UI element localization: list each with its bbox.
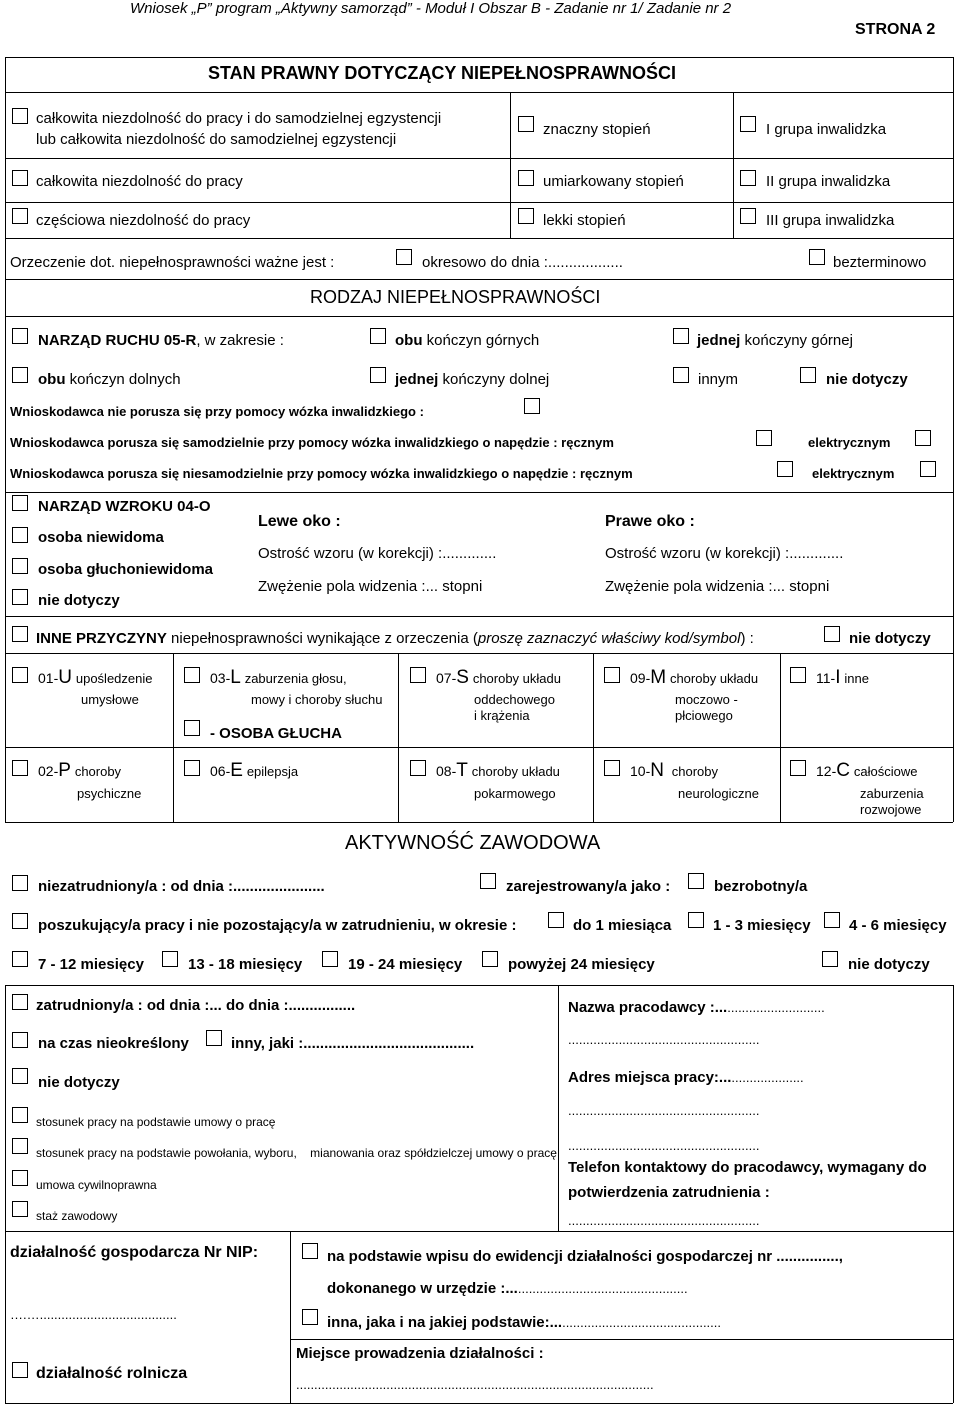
label-motor-organ: NARZĄD RUCHU 05-R, w zakresie :	[38, 332, 284, 349]
checkbox-one-upper[interactable]	[673, 328, 689, 344]
checkbox-other-basis[interactable]	[302, 1309, 318, 1325]
label-other-basis: inna, jaka i na jakiej podstawie:...............................................	[327, 1314, 721, 1331]
checkbox-code-01[interactable]	[12, 667, 28, 683]
employer-phone-line: .....................................................	[568, 1213, 760, 1228]
checkbox-code-06[interactable]	[184, 760, 200, 776]
label-indefinite-period: na czas nieokreślony	[38, 1035, 189, 1052]
checkbox-other-causes-na[interactable]	[824, 626, 840, 642]
checkbox-code-07[interactable]	[410, 667, 426, 683]
label-light-degree: lekki stopień	[543, 212, 626, 229]
checkbox-period-3[interactable]	[824, 912, 840, 928]
checkbox-wheelchair-self-electric[interactable]	[915, 430, 931, 446]
label-work-address: Adres miejsca pracy:.......................	[568, 1069, 804, 1086]
checkbox-period-4[interactable]	[12, 951, 28, 967]
label-period-5: 13 - 18 miesięcy	[188, 956, 303, 973]
label-group-3: III grupa inwalidzka	[766, 212, 895, 229]
label-business-registry: na podstawie wpisu do ewidencji działalności gospodarczej nr ...............,	[327, 1248, 843, 1265]
code-12: 12-C całościowe	[816, 760, 918, 781]
code-07-desc-1: oddechowego	[474, 692, 555, 707]
page-number: STRONA 2	[855, 21, 936, 38]
checkbox-appointment-contract[interactable]	[12, 1138, 28, 1154]
label-farming: działalność rolnicza	[36, 1365, 188, 1382]
disability-type-title: RODZAJ NIEPEŁNOSPRAWNOŚCI	[310, 287, 601, 307]
label-wheelchair-self-electric: elektrycznym	[808, 435, 891, 450]
code-06: 06-E epilepsja	[210, 760, 299, 781]
checkbox-vision-na[interactable]	[12, 589, 28, 605]
label-civil-contract: umowa cywilnoprawna	[36, 1178, 157, 1192]
label-vision-na: nie dotyczy	[38, 592, 120, 609]
checkbox-indefinite[interactable]	[809, 249, 825, 265]
work-address-line-2: .....................................................	[568, 1138, 760, 1153]
checkbox-one-lower[interactable]	[370, 367, 386, 383]
checkbox-motor-organ[interactable]	[12, 328, 28, 344]
label-vision-organ: NARZĄD WZROKU 04-O	[38, 498, 211, 515]
code-01: 01-U upośledzenie	[38, 667, 153, 688]
legal-status-title: STAN PRAWNY DOTYCZĄCY NIEPEŁNOSPRAWNOŚCI	[208, 63, 677, 83]
checkbox-seeking[interactable]	[12, 913, 28, 929]
label-indefinite: bezterminowo	[833, 254, 927, 271]
label-employment-contract: stosunek pracy na podstawie umowy o pracę	[36, 1115, 276, 1129]
label-group-1: I grupa inwalidzka	[766, 121, 887, 138]
label-validity: Orzeczenie dot. niepełnosprawności ważne jest :	[10, 254, 335, 271]
right-eye-acuity: Ostrość wzoru (w korekcji) :.............	[605, 545, 844, 562]
checkbox-light-degree[interactable]	[518, 208, 534, 224]
right-eye-title: Prawe oko :	[605, 513, 695, 530]
label-period-4: 7 - 12 miesięcy	[38, 956, 144, 973]
checkbox-code-10[interactable]	[604, 760, 620, 776]
label-employer-phone-1: Telefon kontaktowy do pracodawcy, wymagany do	[568, 1159, 927, 1176]
label-wheelchair-none: Wnioskodawca nie porusza się przy pomocy wózka inwalidzkiego :	[10, 404, 424, 419]
code-01-desc: umysłowe	[81, 692, 139, 707]
work-address-line-1: .....................................................	[568, 1103, 760, 1118]
label-employment-na: nie dotyczy	[38, 1074, 120, 1091]
code-07-desc-2: i krążenia	[474, 708, 530, 723]
checkbox-motor-na[interactable]	[800, 367, 816, 383]
label-deaf-person: - OSOBA GŁUCHA	[210, 725, 342, 742]
label-employed: zatrudniony/a : od dnia :... do dnia :................	[36, 997, 356, 1014]
checkbox-moderate-degree[interactable]	[518, 170, 534, 186]
label-one-upper: jednej kończyny górnej	[697, 332, 853, 349]
label-partial-incapacity: częściowa niezdolność do pracy	[36, 212, 251, 229]
code-09-desc-2: płciowego	[675, 708, 733, 723]
label-deafblind: osoba głuchoniewidoma	[38, 561, 214, 578]
checkbox-internship[interactable]	[12, 1201, 28, 1217]
label-period-na: nie dotyczy	[848, 956, 930, 973]
label-unemployed: niezatrudniony/a : od dnia :......................	[38, 878, 325, 895]
label-internship: staż zawodowy	[36, 1209, 118, 1223]
code-12-desc-1: zaburzenia	[860, 786, 924, 801]
label-one-lower: jednej kończyny dolnej	[395, 371, 550, 388]
employer-name-line: .....................................................	[568, 1032, 760, 1047]
label-jobless: bezrobotny/a	[714, 878, 808, 895]
label-employer-phone-2: potwierdzenia zatrudnienia :	[568, 1184, 770, 1201]
label-total-incapacity-existence-2: lub całkowita niezdolność do samodzielnej egzystencji	[36, 131, 397, 148]
label-period-2: 1 - 3 miesięcy	[713, 917, 811, 934]
checkbox-code-12[interactable]	[790, 760, 806, 776]
checkbox-blind[interactable]	[12, 527, 28, 543]
label-business-place: Miejsce prowadzenia działalności :	[296, 1345, 544, 1362]
label-motor-na: nie dotyczy	[826, 371, 908, 388]
checkbox-other-period[interactable]	[206, 1030, 222, 1046]
label-registry-office: dokonanego w urzędzie :..................................................	[327, 1280, 688, 1297]
label-wheelchair-assisted: Wnioskodawca porusza się niesamodzielnie przy pomocy wózka inwalidzkiego o napędzie : ręcznym	[10, 466, 633, 481]
checkbox-civil-contract[interactable]	[12, 1170, 28, 1186]
label-other-causes: INNE PRZYCZYNY niepełnosprawności wynikające z orzeczenia (proszę zaznaczyć właściwy kod/symbol) :	[36, 630, 754, 647]
checkbox-code-08[interactable]	[410, 760, 426, 776]
code-10-desc: neurologiczne	[678, 786, 759, 801]
code-02-desc: psychiczne	[77, 786, 142, 801]
checkbox-period-5[interactable]	[162, 951, 178, 967]
checkbox-both-upper[interactable]	[370, 328, 386, 344]
code-09-desc-1: moczowo -	[675, 692, 738, 707]
document-header: Wniosek „P” program „Aktywny samorząd” - Moduł I Obszar B - Zadanie nr 1/ Zadanie nr 2	[130, 0, 732, 17]
code-10: 10-N choroby	[630, 760, 718, 781]
left-eye-field: Zwężenie pola widzenia :... stopni	[258, 578, 483, 595]
left-eye-title: Lewe oko :	[258, 513, 341, 530]
checkbox-jobless[interactable]	[688, 873, 704, 889]
business-nip-line: ….…......................................	[10, 1307, 177, 1322]
checkbox-wheelchair-self-manual[interactable]	[756, 430, 772, 446]
label-both-upper: obu kończyn górnych	[395, 332, 540, 349]
label-both-lower: obu kończyn dolnych	[38, 371, 181, 388]
checkbox-farming[interactable]	[12, 1362, 28, 1378]
left-eye-acuity: Ostrość wzoru (w korekcji) :.............	[258, 545, 497, 562]
code-03-desc: mowy i choroby słuchu	[251, 692, 383, 707]
label-period-3: 4 - 6 miesięcy	[849, 917, 947, 934]
label-period-6: 19 - 24 miesięcy	[348, 956, 463, 973]
checkbox-period-6[interactable]	[322, 951, 338, 967]
label-other-period: inny, jaki :.........................................	[231, 1035, 475, 1052]
right-eye-field: Zwężenie pola widzenia :... stopni	[605, 578, 830, 595]
checkbox-significant-degree[interactable]	[518, 116, 534, 132]
code-02: 02-P choroby	[38, 760, 122, 781]
checkbox-other-causes[interactable]	[12, 626, 28, 642]
label-periodic: okresowo do dnia :..................	[422, 254, 623, 271]
code-08-desc: pokarmowego	[474, 786, 556, 801]
code-12-desc-2: rozwojowe	[860, 802, 922, 817]
code-08: 08-T choroby układu	[436, 760, 560, 781]
code-03: 03-L zaburzenia głosu,	[210, 667, 347, 688]
label-employer-name: Nazwa pracodawcy :..............................	[568, 999, 825, 1016]
checkbox-period-7[interactable]	[482, 951, 498, 967]
checkbox-vision-organ[interactable]	[12, 495, 28, 511]
checkbox-wheelchair-none[interactable]	[524, 398, 540, 414]
label-appointment-contract: stosunek pracy na podstawie powołania, wyboru, mianowania oraz spółdzielczej umowy o pracę	[36, 1146, 557, 1160]
checkbox-wheelchair-assisted-manual[interactable]	[777, 461, 793, 477]
checkbox-period-2[interactable]	[688, 912, 704, 928]
checkbox-group-2[interactable]	[740, 170, 756, 186]
label-period-1: do 1 miesiąca	[573, 917, 672, 934]
checkbox-period-na[interactable]	[822, 951, 838, 967]
checkbox-code-02[interactable]	[12, 760, 28, 776]
checkbox-total-incapacity-work[interactable]	[12, 170, 28, 186]
label-total-incapacity-existence-1: całkowita niezdolność do pracy i do samodzielnej egzystencji	[36, 110, 442, 127]
checkbox-deafblind[interactable]	[12, 558, 28, 574]
label-total-incapacity-work: całkowita niezdolność do pracy	[36, 173, 243, 190]
label-wheelchair-self: Wnioskodawca porusza się samodzielnie przy pomocy wózka inwalidzkiego o napędzie : ręcznym	[10, 435, 614, 450]
checkbox-total-incapacity-existence[interactable]	[12, 108, 28, 124]
code-07: 07-S choroby układu	[436, 667, 561, 688]
label-registered: zarejestrowany/a jako :	[506, 878, 671, 895]
label-group-2: II grupa inwalidzka	[766, 173, 891, 190]
checkbox-deaf-person[interactable]	[184, 720, 200, 736]
label-period-7: powyżej 24 miesięcy	[508, 956, 655, 973]
checkbox-business-registry[interactable]	[302, 1243, 318, 1259]
checkbox-partial-incapacity[interactable]	[12, 208, 28, 224]
checkbox-employment-na[interactable]	[12, 1068, 28, 1084]
checkbox-group-1[interactable]	[740, 116, 756, 132]
label-moderate-degree: umiarkowany stopień	[543, 173, 684, 190]
checkbox-indefinite-period[interactable]	[12, 1032, 28, 1048]
checkbox-period-1[interactable]	[548, 912, 564, 928]
label-seeking: poszukujący/a pracy i nie pozostający/a w zatrudnieniu, w okresie :	[38, 917, 517, 934]
checkbox-group-3[interactable]	[740, 208, 756, 224]
checkbox-code-03[interactable]	[184, 667, 200, 683]
label-significant-degree: znaczny stopień	[543, 121, 651, 138]
label-blind: osoba niewidoma	[38, 529, 164, 546]
checkbox-both-lower[interactable]	[12, 367, 28, 383]
code-09: 09-M choroby układu	[630, 667, 759, 688]
checkbox-code-11[interactable]	[790, 667, 806, 683]
checkbox-periodic[interactable]	[396, 249, 412, 265]
checkbox-wheelchair-assisted-electric[interactable]	[920, 461, 936, 477]
business-place-line: ...................................................................................................	[296, 1377, 654, 1392]
checkbox-code-09[interactable]	[604, 667, 620, 683]
checkbox-unemployed[interactable]	[12, 875, 28, 891]
label-other-causes-na: nie dotyczy	[849, 630, 931, 647]
checkbox-employment-contract[interactable]	[12, 1107, 28, 1123]
label-business-nip: działalność gospodarcza Nr NIP:	[10, 1244, 259, 1261]
work-activity-title: AKTYWNOŚĆ ZAWODOWA	[345, 832, 601, 854]
checkbox-other-limb[interactable]	[673, 367, 689, 383]
label-other-limb: innym	[698, 371, 739, 388]
checkbox-employed[interactable]	[12, 994, 28, 1010]
label-wheelchair-assisted-electric: elektrycznym	[812, 466, 895, 481]
checkbox-registered[interactable]	[480, 873, 496, 889]
code-11: 11-I inne	[816, 667, 869, 688]
